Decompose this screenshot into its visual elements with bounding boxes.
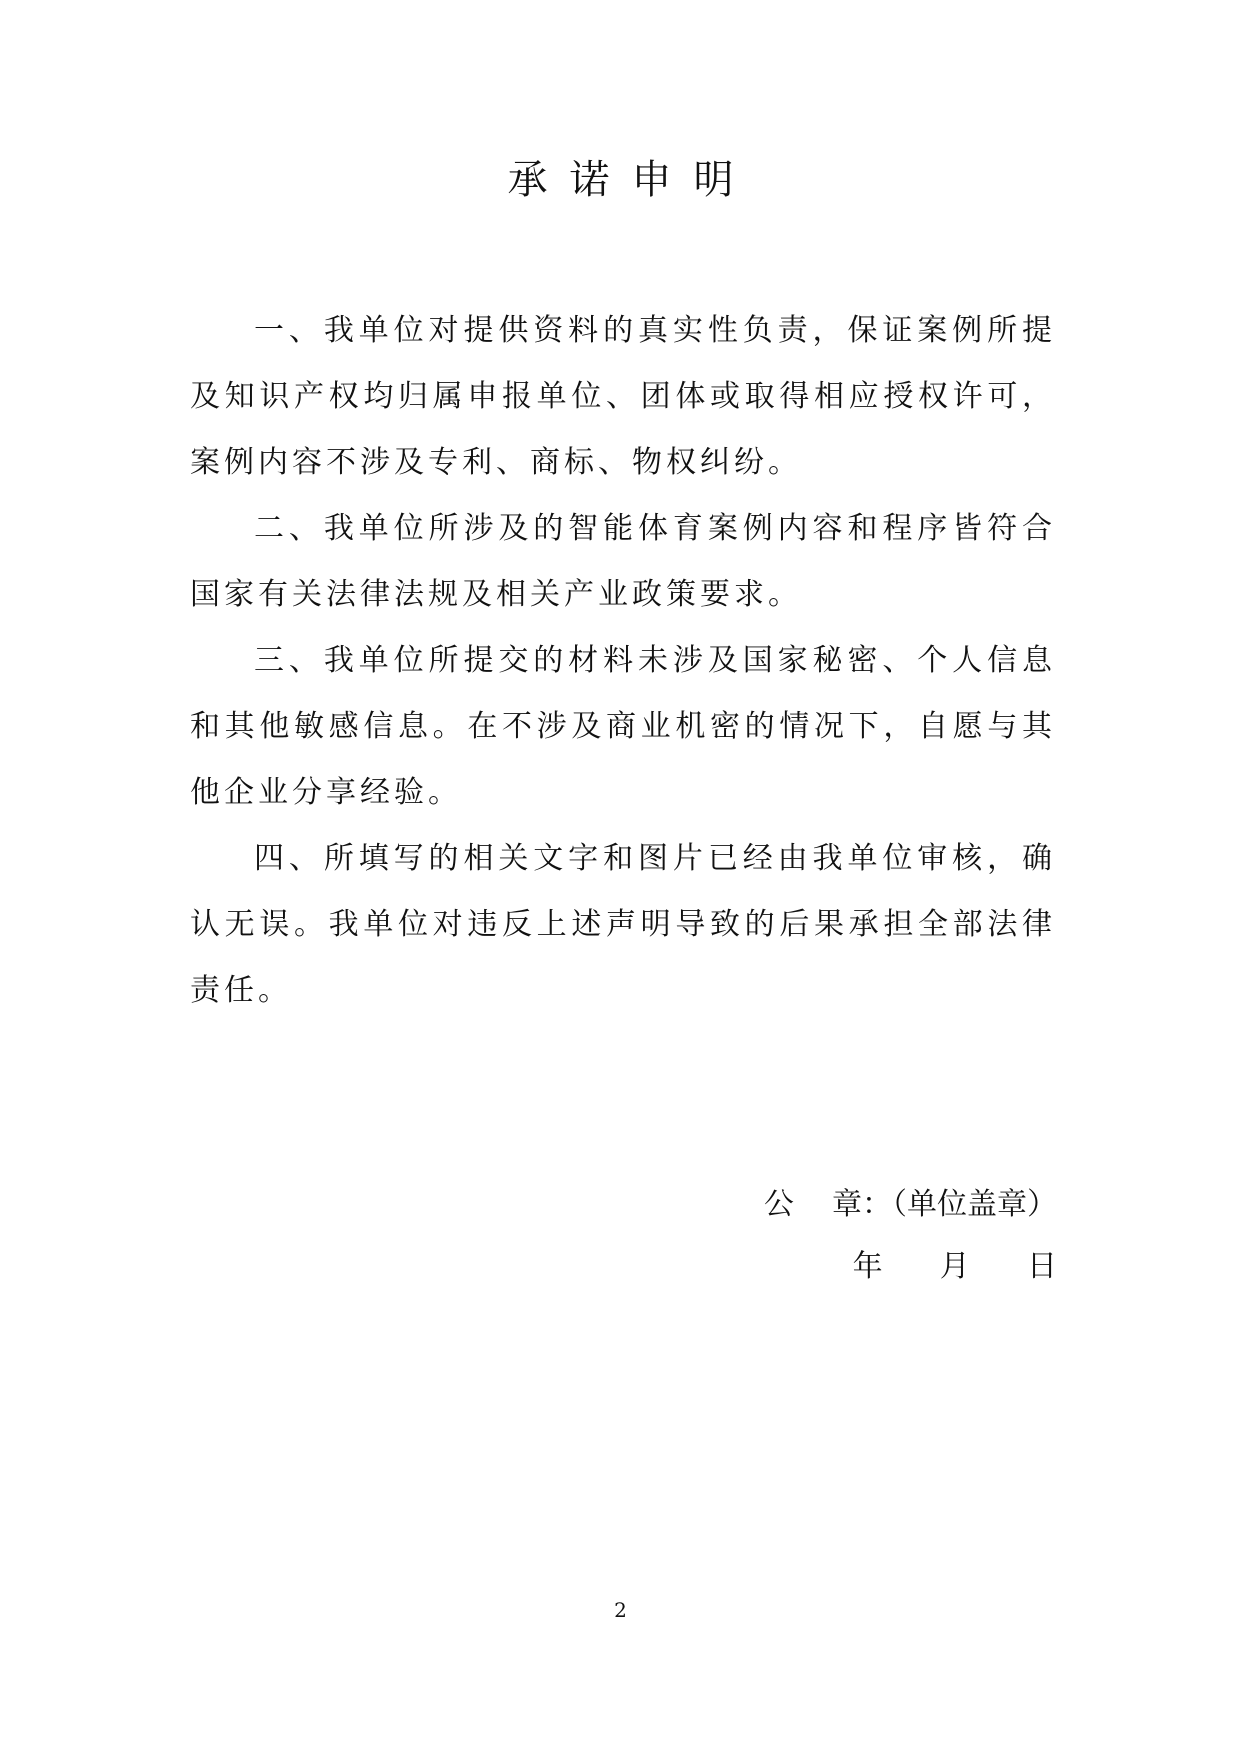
- paragraph-3: 三、我单位所提交的材料未涉及国家秘密、个人信息和其他敏感信息。在不涉及商业机密的情况下，自愿与其他企业分享经验。: [190, 643, 1056, 810]
- document-body: [190, 298, 1056, 1024]
- paragraph-4: 四、所填写的相关文字和图片已经由我单位审核，确认无误。我单位对违反上述声明导致的后果承担全部法律责任。: [190, 841, 1056, 1008]
- page-number: 2: [614, 1598, 627, 1622]
- seal-line: 公 章：（单位盖章）: [763, 1187, 1057, 1222]
- date-line: 年 月 日: [852, 1249, 1057, 1284]
- paragraph-1: 一、我单位对提供资料的真实性负责，保证案例所提及知识产权均归属申报单位、团体或取得相应授权许可，案例内容不涉及专利、商标、物权纠纷。: [190, 313, 1056, 480]
- document-title: 承诺申明: [507, 157, 756, 203]
- paragraph-2: 二、我单位所涉及的智能体育案例内容和程序皆符合国家有关法律法规及相关产业政策要求。: [190, 511, 1056, 612]
